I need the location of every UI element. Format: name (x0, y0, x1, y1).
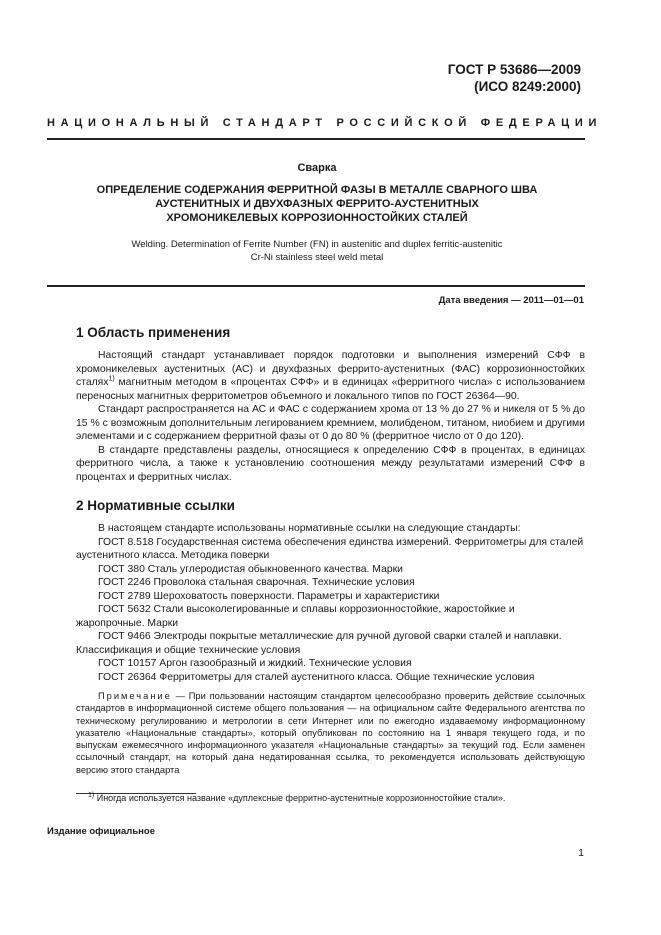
document-title-en (47, 238, 587, 264)
document-title-ru (47, 183, 587, 225)
iso-equivalent: (ИСО 8249:2000) (474, 79, 581, 94)
reference-item: ГОСТ 2246 Проволока стальная сварочная. Технические условия (98, 577, 415, 588)
title-divider (47, 285, 585, 287)
paragraph: Стандарт распространяется на АС и ФАС с содержанием хрома от 13 % до 27 % и никеля от 5 % до 15 % с возможным дополнительным легированием кремнием, молибденом, титаном, ниобием и другими элементами и с содержанием ферритной фазы от 0 до 80 % (ферритное число от 0 до 120). (76, 404, 585, 442)
paragraph: В стандарте представлены разделы, относящиеся к определению СФФ в процентах, в единицах ферритного числа, а также к установлению соотношения между результатами измерений СФФ в процентах и ферритных числах. (76, 444, 585, 483)
section-2-heading: 2 Нормативные ссылки (76, 498, 235, 513)
title-en-line: Cr-Ni stainless steel weld metal (250, 252, 384, 263)
standard-number: ГОСТ Р 53686—2009 (447, 62, 581, 77)
national-standard-banner: НАЦИОНАЛЬНЫЙ СТАНДАРТ РОССИЙСКОЙ ФЕДЕРАЦИИ (47, 117, 603, 129)
note-text: — При пользовании настоящим стандартом целесообразно проверить действие ссылочных стандартов в информационной системе общего пользования — на официальном сайте Федерального агентства по техническому регулированию и метрологии в сети Интернет или по ежегодно издаваемому информационному указателю «Национальные стандарты», который опубликован по состоянию на 1 января текущего года, и по выпускам ежемесячного информационного указателя «Национальные стандарты» за текущий год. Если заменен ссылочный стандарт, на который дана недатированная ссылка, то рекомендуется использовать действующую версию этого стандарта (76, 691, 585, 775)
references-intro: В настоящем стандарте использованы нормативные ссылки на следующие стандарты: (98, 523, 521, 534)
introduction-date: Дата введения — 2011—01—01 (438, 295, 584, 306)
title-ru-line: АУСТЕНИТНЫХ И ДВУХФАЗНЫХ ФЕРРИТО-АУСТЕНИТНЫХ (155, 198, 479, 210)
reference-item: ГОСТ 5632 Стали высоколегированные и сплавы коррозионностойкие, жаростойкие и жаропрочные. Марки (76, 604, 515, 629)
footnote-text: Иногда используется название «дуплексные ферритно-аустенитные коррозионностойкие стали». (94, 793, 506, 803)
reference-item: ГОСТ 8.518 Государственная система обеспечения единства измерений. Ферритометры для сталей аустенитного класса. Методика поверки (76, 536, 584, 561)
reference-item: ГОСТ 380 Сталь углеродистая обыкновенного качества. Марки (98, 563, 403, 575)
note-label: Примечание (98, 691, 172, 701)
reference-item: ГОСТ 9466 Электроды покрытые металлические для ручной дуговой сварки сталей и наплавки. Классификация и общие технические условия (76, 631, 562, 656)
reference-item: ГОСТ 26364 Ферритометры для сталей аустенитного класса. Общие технические условия (98, 671, 535, 683)
title-ru-line: ХРОМОНИКЕЛЕВЫХ КОРРОЗИОННОСТОЙКИХ СТАЛЕЙ (166, 212, 468, 224)
title-ru-line: ОПРЕДЕЛЕНИЕ СОДЕРЖАНИЯ ФЕРРИТНОЙ ФАЗЫ В МЕТАЛЛЕ СВАРНОГО ШВА (96, 184, 538, 196)
note (76, 690, 585, 776)
section-1-heading: 1 Область применения (76, 325, 231, 340)
footnote-ref: 1) (108, 375, 115, 383)
page-number: 1 (578, 847, 584, 859)
paragraph: Настоящий стандарт устанавливает порядок подготовки и выполнения измерений СФФ в хромоникелевых аустенитных (АС) и двухфазных феррито-аустенитных (ФАС) коррозионностойких сталях$^{1)}$ магнитным методом в «процентах СФФ» и в единицах «ферритного числа» с использованием переносных магнитных ферритометров объемного и локального типов по ГОСТ 26364—90. (76, 350, 585, 402)
reference-item: ГОСТ 10157 Аргон газообразный и жидкий. Технические условия (98, 658, 412, 669)
standard-designation (448, 61, 581, 95)
reference-item: ГОСТ 2789 Шероховатость поверхности. Параметры и характеристики (98, 590, 440, 602)
section-1-body (76, 349, 585, 484)
footnote (76, 792, 505, 804)
top-divider (47, 138, 585, 140)
official-edition-label: Издание официальное (47, 826, 155, 837)
title-en-line: Welding. Determination of Ferrite Number (FN) in austenitic and duplex ferritic-austenitic (131, 239, 503, 250)
document-subject: Сварка (297, 162, 337, 174)
normative-references (76, 522, 585, 684)
footnote-mark: 1) (88, 792, 95, 799)
